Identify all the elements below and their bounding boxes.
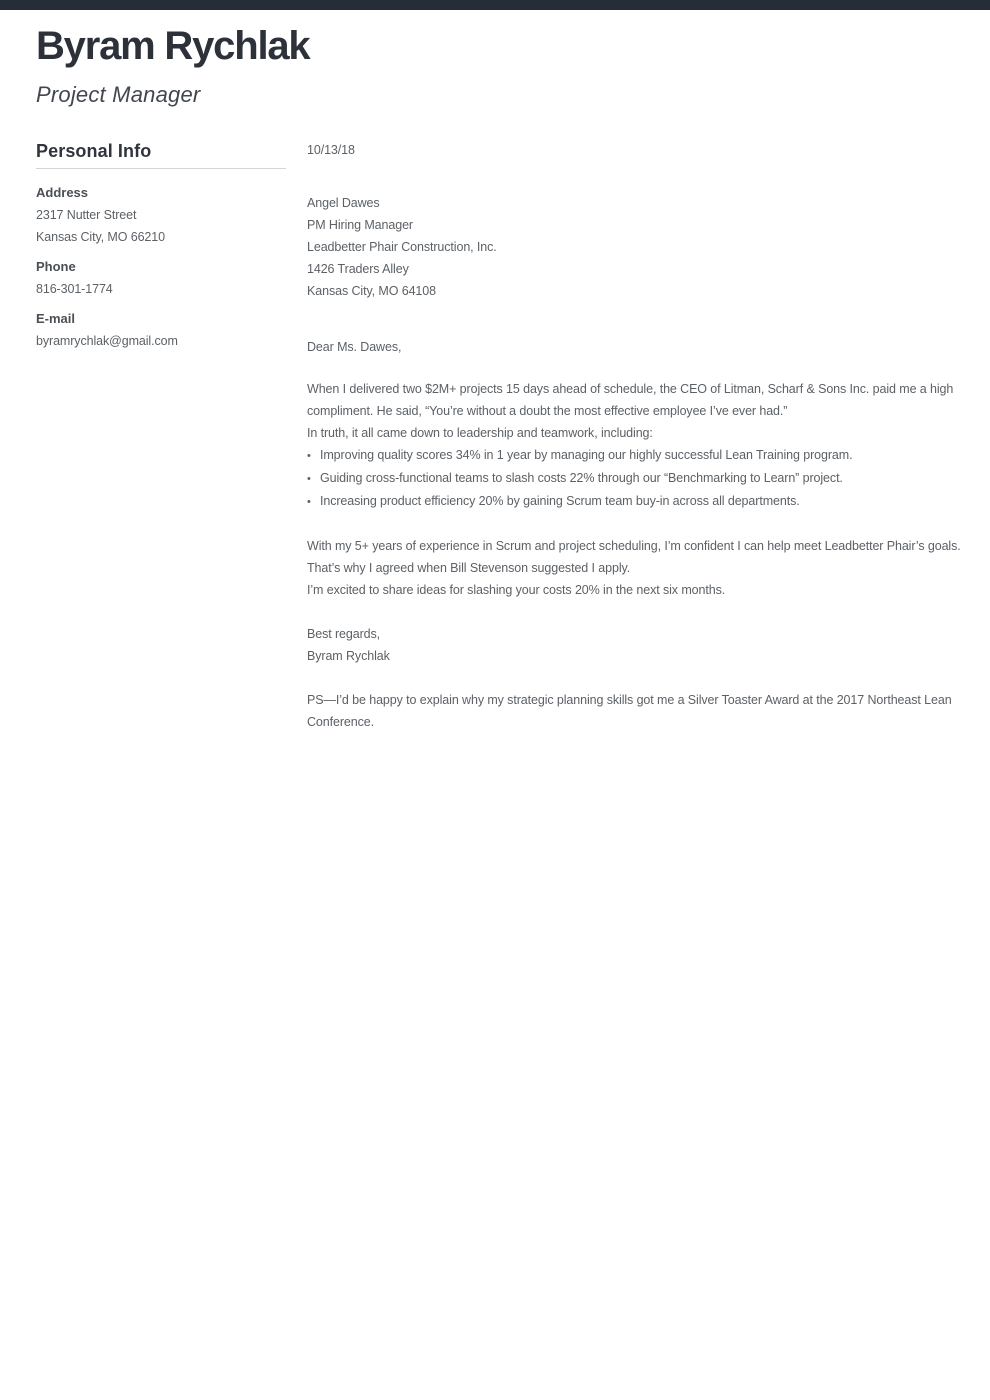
applicant-job-title: Project Manager — [36, 82, 201, 107]
phone-label: Phone — [36, 259, 76, 274]
recipient-city: Kansas City, MO 64108 — [307, 284, 436, 298]
cta-paragraph: I’m excited to share ideas for slashing your costs 20% in the next six months. — [307, 583, 726, 597]
achievement-text: Guiding cross-functional teams to slash costs 22% through our “Benchmarking to Learn” project. — [320, 471, 843, 485]
top-accent-bar — [0, 0, 990, 10]
achievement-text: Improving quality scores 34% in 1 year by managing our highly successful Lean Training program. — [320, 448, 853, 462]
experience-paragraph-block — [307, 535, 967, 601]
experience-paragraph: With my 5+ years of experience in Scrum and project scheduling, I’m confident I can help meet Leadbetter Phair’s goals. That’s why I agreed when Bill Stevenson suggested I apply. — [307, 539, 961, 575]
sidebar-divider — [36, 168, 286, 169]
postscript-block — [307, 689, 967, 733]
bullet-marker — [307, 490, 320, 513]
achievement-list — [307, 444, 967, 513]
email-field-group — [36, 308, 286, 352]
recipient-street: 1426 Traders Alley — [307, 262, 409, 276]
phone-value: 816-301-1774 — [36, 282, 113, 296]
email-label: E-mail — [36, 311, 76, 326]
recipient-name: Angel Dawes — [307, 196, 380, 210]
bullet-marker — [307, 467, 320, 490]
postscript-text: PS—I’d be happy to explain why my strategic planning skills got me a Silver Toaster Award at the 2017 Northeast Lean Conference. — [307, 693, 952, 729]
letter-date: 10/13/18 — [307, 143, 355, 157]
personal-info-sidebar — [36, 138, 286, 360]
list-item — [307, 467, 967, 490]
bullet-marker — [307, 444, 320, 467]
phone-field-group — [36, 256, 286, 300]
opening-paragraph: When I delivered two $2M+ projects 15 days ahead of schedule, the CEO of Litman, Scharf & Sons Inc. paid me a high compliment. He said, “You’re without a doubt the most effective employee I’ve ever had.” — [307, 382, 954, 418]
address-line: Kansas City, MO 66210 — [36, 230, 165, 244]
signature-name: Byram Rychlak — [307, 649, 390, 663]
list-item — [307, 490, 967, 513]
achievement-text: Increasing product efficiency 20% by gaining Scrum team buy-in across all departments. — [320, 494, 800, 508]
sidebar-heading: Personal Info — [36, 141, 152, 161]
closing-block — [307, 623, 967, 667]
letter-body — [307, 139, 967, 733]
address-line: 2317 Nutter Street — [36, 208, 137, 222]
address-label: Address — [36, 185, 89, 200]
applicant-name: Byram Rychlak — [36, 24, 310, 68]
list-item — [307, 444, 967, 467]
address-field-group — [36, 182, 286, 248]
closing-phrase: Best regards, — [307, 627, 381, 641]
recipient-block — [307, 192, 967, 302]
email-value: byramrychlak@gmail.com — [36, 334, 178, 348]
recipient-role: PM Hiring Manager — [307, 218, 413, 232]
list-intro: In truth, it all came down to leadership and teamwork, including: — [307, 426, 653, 440]
salutation: Dear Ms. Dawes, — [307, 340, 402, 354]
recipient-company: Leadbetter Phair Construction, Inc. — [307, 240, 497, 254]
